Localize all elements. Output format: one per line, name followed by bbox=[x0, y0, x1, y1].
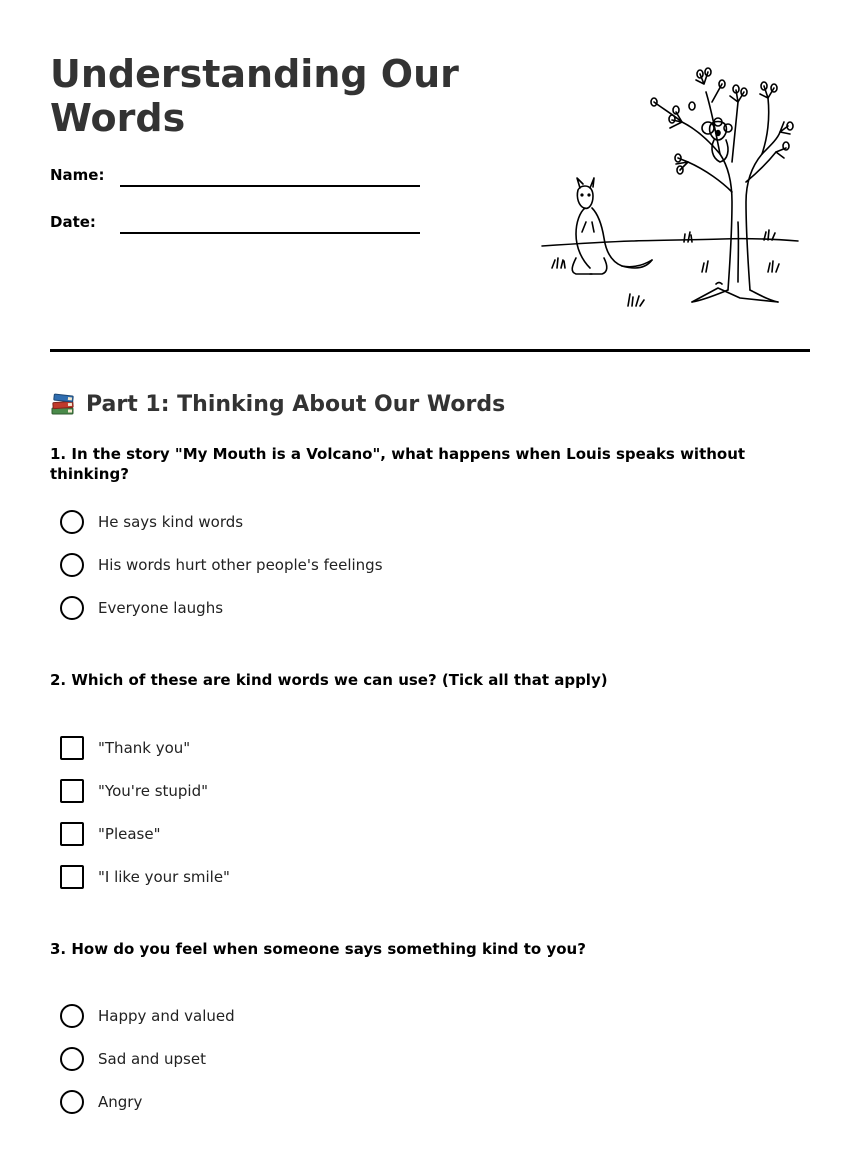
option-label: Happy and valued bbox=[98, 1007, 235, 1025]
checkbox[interactable] bbox=[60, 822, 84, 846]
checkbox[interactable] bbox=[60, 779, 84, 803]
name-label: Name: bbox=[50, 166, 105, 184]
q2-option-1[interactable] bbox=[60, 735, 560, 761]
option-label: Sad and upset bbox=[98, 1050, 206, 1068]
option-label: His words hurt other people's feelings bbox=[98, 556, 383, 574]
radio-button[interactable] bbox=[60, 1090, 84, 1114]
option-label: "I like your smile" bbox=[98, 868, 230, 886]
q2-option-3[interactable] bbox=[60, 821, 560, 847]
option-label: Angry bbox=[98, 1093, 143, 1111]
radio-button[interactable] bbox=[60, 1047, 84, 1071]
radio-button[interactable] bbox=[60, 596, 84, 620]
option-label: "You're stupid" bbox=[98, 782, 209, 800]
radio-button[interactable] bbox=[60, 553, 84, 577]
option-label: He says kind words bbox=[98, 513, 244, 531]
header-divider bbox=[50, 349, 810, 352]
kangaroo-tree-illustration bbox=[532, 62, 810, 312]
q3-option-3[interactable] bbox=[60, 1089, 560, 1115]
question-1: 1. In the story "My Mouth is a Volcano", what happens when Louis speaks without thinking? bbox=[50, 445, 746, 483]
name-line[interactable] bbox=[120, 185, 420, 187]
option-label: Everyone laughs bbox=[98, 599, 224, 617]
section-heading-part1 bbox=[50, 388, 505, 420]
q3-option-2[interactable] bbox=[60, 1046, 560, 1072]
q3-option-1[interactable] bbox=[60, 1003, 560, 1029]
section-heading-text: Part 1: Thinking About Our Words bbox=[86, 391, 506, 417]
date-label: Date: bbox=[50, 213, 96, 231]
q1-option-1[interactable] bbox=[60, 509, 560, 535]
question-2: 2. Which of these are kind words we can use? (Tick all that apply) bbox=[50, 671, 608, 689]
page-title: Understanding Our Words bbox=[50, 52, 459, 140]
date-line[interactable] bbox=[120, 232, 420, 234]
question-3: 3. How do you feel when someone says something kind to you? bbox=[50, 940, 586, 958]
radio-button[interactable] bbox=[60, 510, 84, 534]
q1-option-2[interactable] bbox=[60, 552, 560, 578]
q2-option-4[interactable] bbox=[60, 864, 560, 890]
books-icon bbox=[50, 391, 76, 417]
checkbox[interactable] bbox=[60, 865, 84, 889]
radio-button[interactable] bbox=[60, 1004, 84, 1028]
name-field[interactable] bbox=[50, 166, 430, 190]
date-field[interactable] bbox=[50, 213, 430, 237]
q2-option-2[interactable] bbox=[60, 778, 560, 804]
option-label: "Please" bbox=[98, 825, 161, 843]
q1-option-3[interactable] bbox=[60, 595, 560, 621]
option-label: "Thank you" bbox=[98, 739, 191, 757]
checkbox[interactable] bbox=[60, 736, 84, 760]
